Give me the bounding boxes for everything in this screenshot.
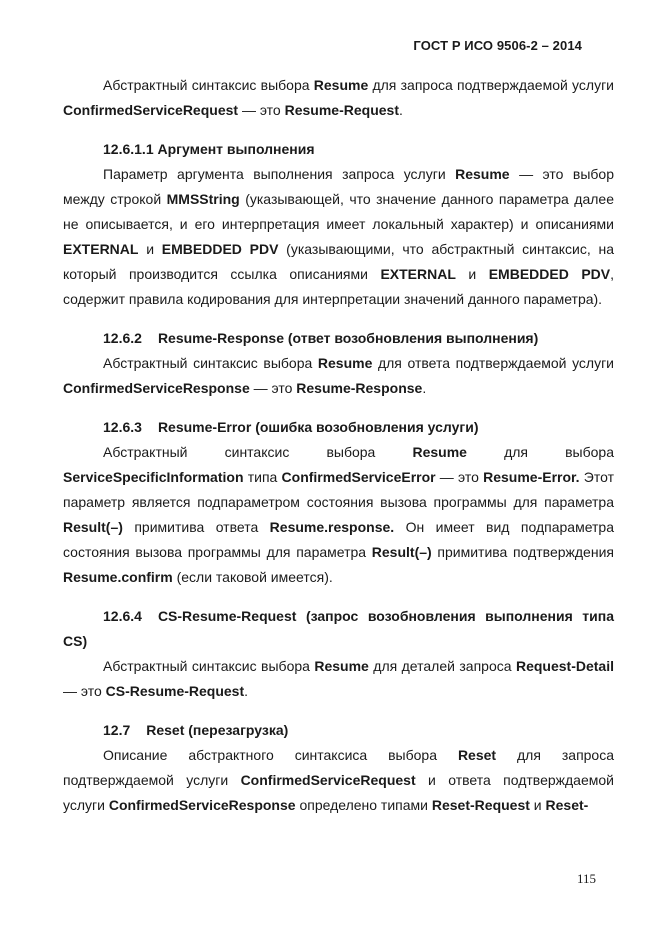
paragraph-resume-error: Абстрактный синтаксис выбора Resume для выбора ServiceSpecificInformation типа ConfirmedServiceError — это Resume-Error. Этот параметр является подпараметром состояния вызова программы для параметра Result(–) примитива ответа Resume.response. Он имеет вид подпараметра состояния вызова программы для параметра Result(–) примитива подтверждения Resume.confirm (если таковой имеется). [63, 444, 615, 585]
heading-12-6-2: 12.6.2 Resume-Response (ответ возобновления выполнения) [103, 330, 539, 346]
paragraph-resume-response: Абстрактный синтаксис выбора Resume для ответа подтверждаемой услуги ConfirmedServiceResponse — это Resume-Response. [63, 355, 615, 396]
page-number: 115 [577, 871, 597, 886]
paragraph-resume-request: Абстрактный синтаксис выбора Resume для запроса подтверждаемой услуги ConfirmedServiceRequest — это Resume-Request. [63, 77, 614, 118]
page-content [63, 73, 614, 818]
heading-12-7: 12.7 Reset (перезагрузка) [103, 722, 289, 738]
document-header: ГОСТ Р ИСО 9506-2 – 2014 [413, 38, 582, 53]
heading-12-6-4: 12.6.4 CS-Resume-Request (запрос возобновления выполнения типа CS) [63, 608, 614, 649]
paragraph-reset: Описание абстрактного синтаксиса выбора Reset для запроса подтверждаемой услуги ConfirmedServiceRequest и ответа подтверждаемой услуги ConfirmedServiceResponse определено типами Reset-Request и Reset- [63, 747, 615, 813]
heading-12-6-1-1: 12.6.1.1 Аргумент выполнения [103, 141, 315, 157]
paragraph-execution-argument: Параметр аргумента выполнения запроса услуги Resume — это выбор между строкой MMSString (указывающей, что значение данного параметра далее не описывается, и его интерпретация имеет локальный характер) и описаниями EXTERNAL и EMBEDDED PDV (указывающими, что абстрактный синтаксис, на который производится ссылка описаниями EXTERNAL и EMBEDDED PDV, содержит правила кодирования для интерпретации значений данного параметра). [63, 166, 614, 307]
heading-12-6-3: 12.6.3 Resume-Error (ошибка возобновления услуги) [103, 419, 479, 435]
paragraph-cs-resume-request: Абстрактный синтаксис выбора Resume для деталей запроса Request-Detail — это CS-Resume-Request. [63, 658, 614, 699]
